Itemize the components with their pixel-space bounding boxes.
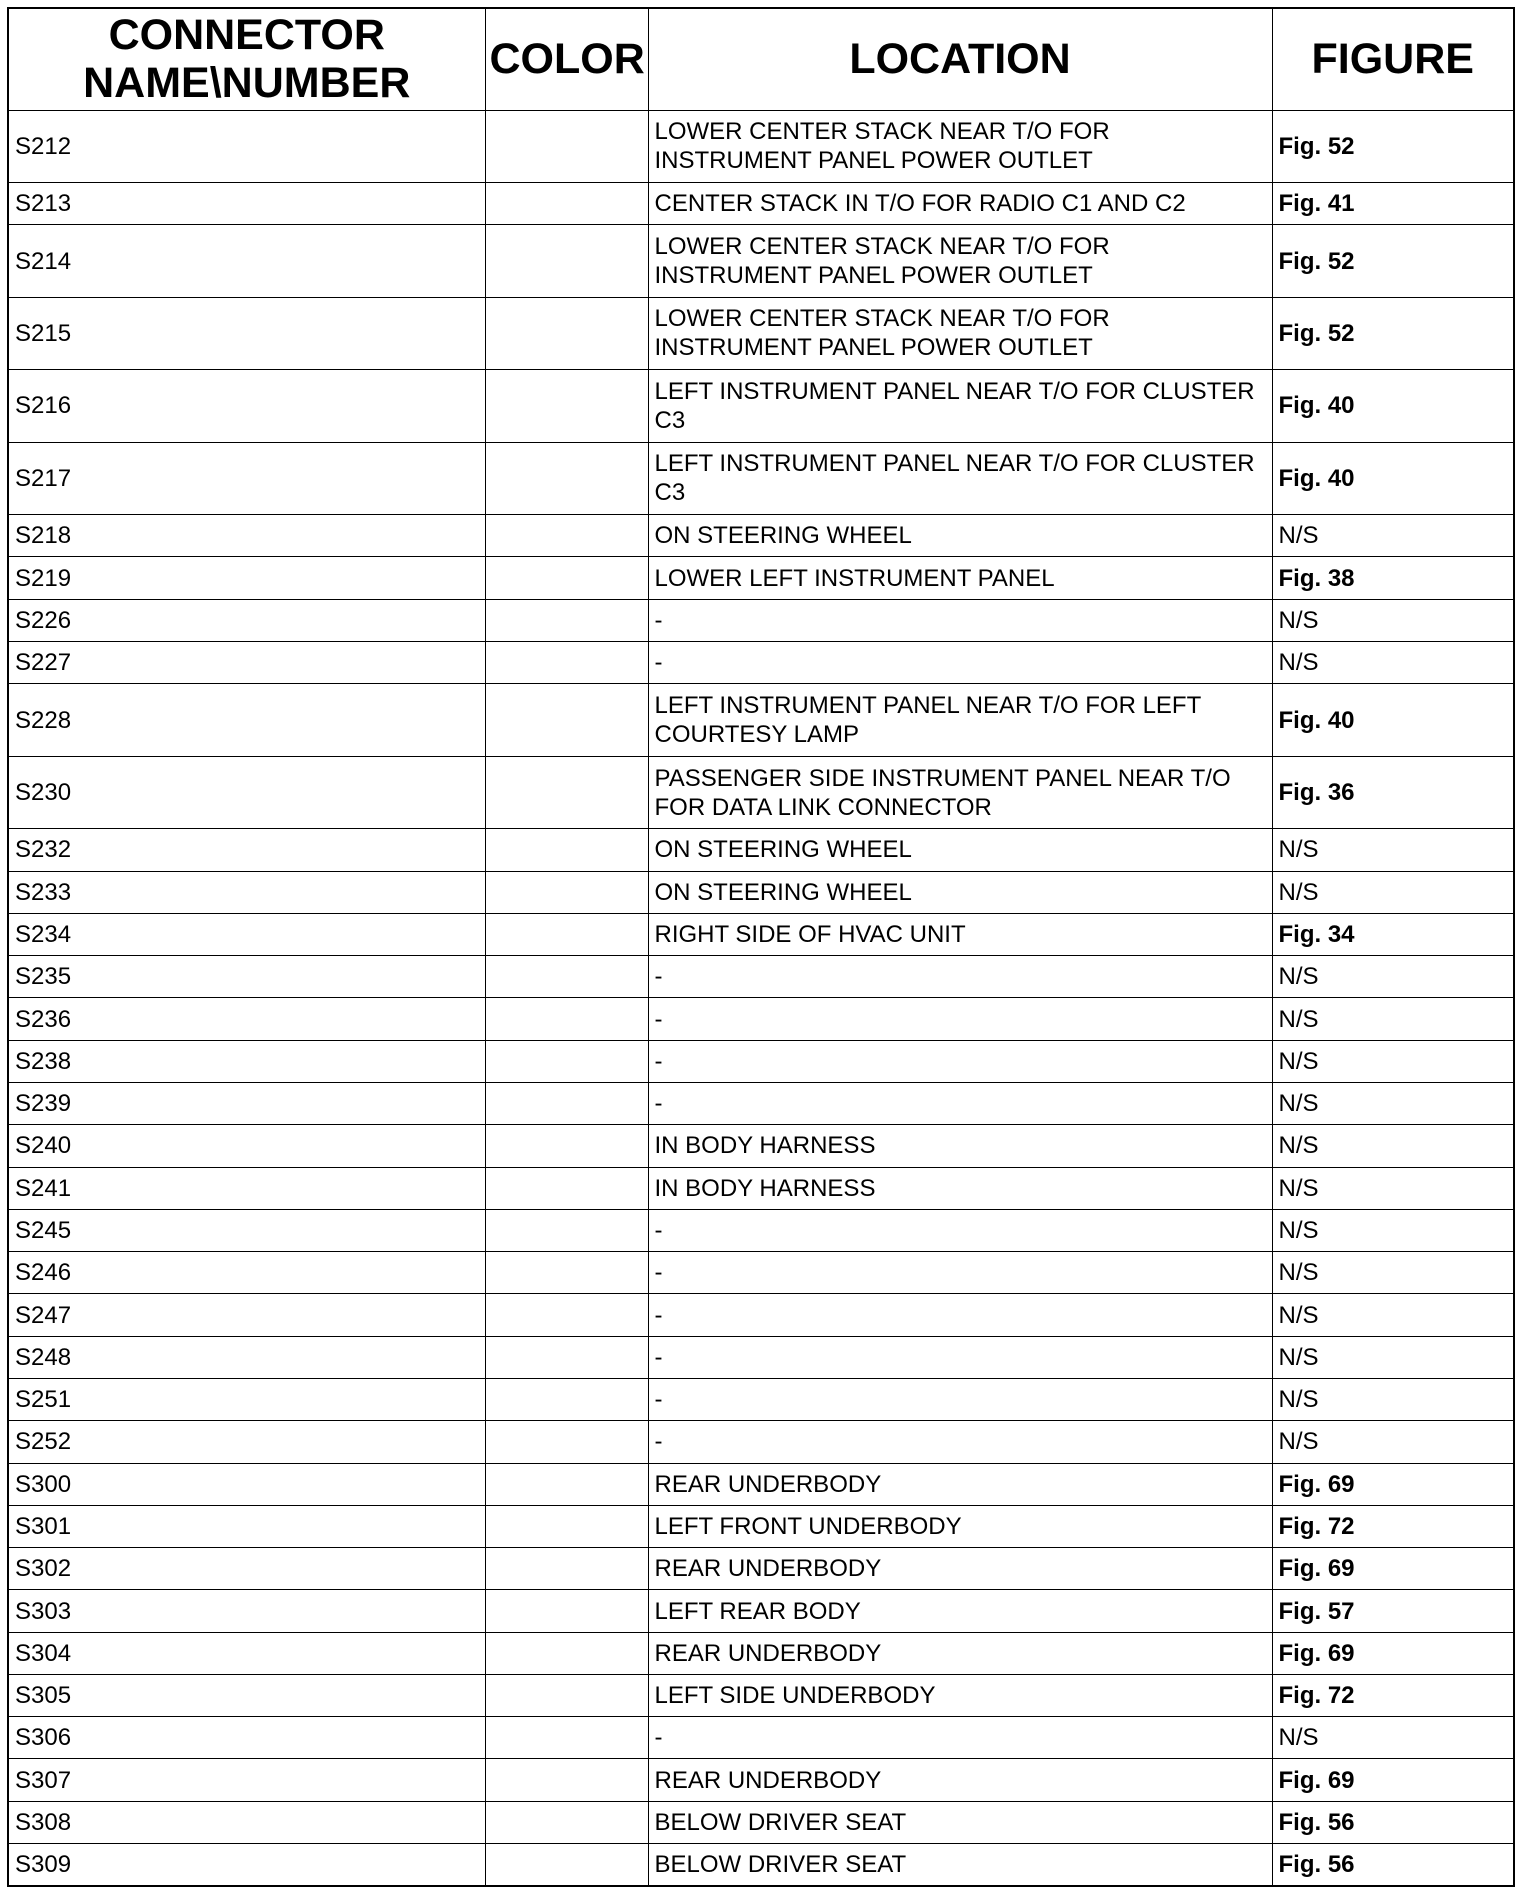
connector-name-cell: S304	[8, 1632, 485, 1674]
location-cell: LEFT SIDE UNDERBODY	[648, 1674, 1272, 1716]
color-cell	[485, 370, 648, 442]
table-row	[8, 370, 1514, 442]
connector-name-cell: S228	[8, 684, 485, 756]
figure-cell: N/S	[1272, 1294, 1514, 1336]
header-figure: FIGURE	[1272, 8, 1514, 110]
table-row	[8, 1674, 1514, 1716]
connector-table	[7, 7, 1515, 1887]
connector-name-cell: S302	[8, 1548, 485, 1590]
location-cell: -	[648, 1294, 1272, 1336]
figure-cell: Fig. 52	[1272, 110, 1514, 182]
connector-name-cell: S217	[8, 442, 485, 514]
color-cell	[485, 956, 648, 998]
table-row	[8, 1421, 1514, 1463]
location-cell: LOWER CENTER STACK NEAR T/O FOR INSTRUMENT PANEL POWER OUTLET	[648, 297, 1272, 369]
table-row	[8, 1717, 1514, 1759]
connector-name-cell: S251	[8, 1378, 485, 1420]
table-row	[8, 829, 1514, 871]
table-row	[8, 297, 1514, 369]
table-row	[8, 1548, 1514, 1590]
connector-name-cell: S303	[8, 1590, 485, 1632]
location-cell: REAR UNDERBODY	[648, 1759, 1272, 1801]
color-cell	[485, 1294, 648, 1336]
location-cell: -	[648, 1421, 1272, 1463]
location-cell: LOWER CENTER STACK NEAR T/O FOR INSTRUMENT PANEL POWER OUTLET	[648, 110, 1272, 182]
color-cell	[485, 998, 648, 1040]
connector-name-cell: S301	[8, 1505, 485, 1547]
figure-cell: N/S	[1272, 829, 1514, 871]
color-cell	[485, 1082, 648, 1124]
color-cell	[485, 599, 648, 641]
figure-cell: Fig. 69	[1272, 1548, 1514, 1590]
location-cell: -	[648, 1209, 1272, 1251]
table-row	[8, 871, 1514, 913]
header-color: COLOR	[485, 8, 648, 110]
connector-name-cell: S216	[8, 370, 485, 442]
table-row	[8, 756, 1514, 828]
color-cell	[485, 1548, 648, 1590]
location-cell: -	[648, 1252, 1272, 1294]
location-cell: BELOW DRIVER SEAT	[648, 1801, 1272, 1843]
location-cell: LEFT INSTRUMENT PANEL NEAR T/O FOR LEFT COURTESY LAMP	[648, 684, 1272, 756]
table-body	[8, 110, 1514, 1886]
location-cell: ON STEERING WHEEL	[648, 829, 1272, 871]
location-cell: -	[648, 1082, 1272, 1124]
color-cell	[485, 1040, 648, 1082]
color-cell	[485, 182, 648, 224]
location-cell: ON STEERING WHEEL	[648, 515, 1272, 557]
connector-name-cell: S218	[8, 515, 485, 557]
color-cell	[485, 1801, 648, 1843]
figure-cell: N/S	[1272, 515, 1514, 557]
color-cell	[485, 1209, 648, 1251]
location-cell: LEFT INSTRUMENT PANEL NEAR T/O FOR CLUSTER C3	[648, 370, 1272, 442]
figure-cell: N/S	[1272, 1125, 1514, 1167]
table-row	[8, 1167, 1514, 1209]
table-row	[8, 182, 1514, 224]
figure-cell: N/S	[1272, 1167, 1514, 1209]
connector-name-cell: S233	[8, 871, 485, 913]
figure-cell: N/S	[1272, 998, 1514, 1040]
figure-cell: N/S	[1272, 1040, 1514, 1082]
location-cell: -	[648, 599, 1272, 641]
location-cell: BELOW DRIVER SEAT	[648, 1844, 1272, 1886]
location-cell: CENTER STACK IN T/O FOR RADIO C1 AND C2	[648, 182, 1272, 224]
location-cell: -	[648, 1717, 1272, 1759]
color-cell	[485, 1632, 648, 1674]
connector-name-cell: S247	[8, 1294, 485, 1336]
connector-name-cell: S232	[8, 829, 485, 871]
table-row	[8, 515, 1514, 557]
connector-name-cell: S245	[8, 1209, 485, 1251]
table-row	[8, 684, 1514, 756]
location-cell: LOWER LEFT INSTRUMENT PANEL	[648, 557, 1272, 599]
location-cell: LEFT REAR BODY	[648, 1590, 1272, 1632]
location-cell: REAR UNDERBODY	[648, 1548, 1272, 1590]
table-row	[8, 110, 1514, 182]
connector-name-cell: S309	[8, 1844, 485, 1886]
location-cell: REAR UNDERBODY	[648, 1463, 1272, 1505]
table-row	[8, 1590, 1514, 1632]
figure-cell: Fig. 52	[1272, 297, 1514, 369]
connector-name-cell: S234	[8, 913, 485, 955]
header-location: LOCATION	[648, 8, 1272, 110]
connector-name-cell: S246	[8, 1252, 485, 1294]
connector-name-cell: S305	[8, 1674, 485, 1716]
connector-name-cell: S235	[8, 956, 485, 998]
figure-cell: N/S	[1272, 1378, 1514, 1420]
connector-name-cell: S236	[8, 998, 485, 1040]
color-cell	[485, 1421, 648, 1463]
color-cell	[485, 1674, 648, 1716]
color-cell	[485, 225, 648, 297]
table-row	[8, 225, 1514, 297]
connector-name-cell: S307	[8, 1759, 485, 1801]
color-cell	[485, 1505, 648, 1547]
color-cell	[485, 1125, 648, 1167]
figure-cell: Fig. 40	[1272, 684, 1514, 756]
figure-cell: Fig. 56	[1272, 1801, 1514, 1843]
figure-cell: Fig. 52	[1272, 225, 1514, 297]
color-cell	[485, 1336, 648, 1378]
location-cell: IN BODY HARNESS	[648, 1167, 1272, 1209]
figure-cell: N/S	[1272, 642, 1514, 684]
location-cell: RIGHT SIDE OF HVAC UNIT	[648, 913, 1272, 955]
table-row	[8, 1336, 1514, 1378]
connector-name-cell: S214	[8, 225, 485, 297]
figure-cell: N/S	[1272, 1082, 1514, 1124]
location-cell: -	[648, 1378, 1272, 1420]
color-cell	[485, 297, 648, 369]
color-cell	[485, 756, 648, 828]
figure-cell: Fig. 72	[1272, 1674, 1514, 1716]
color-cell	[485, 557, 648, 599]
connector-name-cell: S300	[8, 1463, 485, 1505]
location-cell: IN BODY HARNESS	[648, 1125, 1272, 1167]
location-cell: -	[648, 956, 1272, 998]
header-connector: CONNECTOR NAME\NUMBER	[8, 8, 485, 110]
connector-name-cell: S230	[8, 756, 485, 828]
table-row	[8, 913, 1514, 955]
table-row	[8, 998, 1514, 1040]
color-cell	[485, 642, 648, 684]
connector-name-cell: S238	[8, 1040, 485, 1082]
connector-name-cell: S227	[8, 642, 485, 684]
table-row	[8, 1463, 1514, 1505]
table-row	[8, 1125, 1514, 1167]
connector-name-cell: S212	[8, 110, 485, 182]
color-cell	[485, 913, 648, 955]
location-cell: ON STEERING WHEEL	[648, 871, 1272, 913]
location-cell: PASSENGER SIDE INSTRUMENT PANEL NEAR T/O FOR DATA LINK CONNECTOR	[648, 756, 1272, 828]
connector-name-cell: S308	[8, 1801, 485, 1843]
color-cell	[485, 829, 648, 871]
color-cell	[485, 1463, 648, 1505]
color-cell	[485, 1378, 648, 1420]
figure-cell: Fig. 69	[1272, 1632, 1514, 1674]
figure-cell: N/S	[1272, 1336, 1514, 1378]
color-cell	[485, 1590, 648, 1632]
color-cell	[485, 1759, 648, 1801]
location-cell: LOWER CENTER STACK NEAR T/O FOR INSTRUMENT PANEL POWER OUTLET	[648, 225, 1272, 297]
figure-cell: N/S	[1272, 1252, 1514, 1294]
figure-cell: Fig. 56	[1272, 1844, 1514, 1886]
color-cell	[485, 871, 648, 913]
connector-name-cell: S213	[8, 182, 485, 224]
figure-cell: Fig. 36	[1272, 756, 1514, 828]
figure-cell: N/S	[1272, 1717, 1514, 1759]
figure-cell: Fig. 38	[1272, 557, 1514, 599]
table-row	[8, 1378, 1514, 1420]
table-row	[8, 1209, 1514, 1251]
figure-cell: Fig. 57	[1272, 1590, 1514, 1632]
connector-name-cell: S226	[8, 599, 485, 641]
connector-name-cell: S239	[8, 1082, 485, 1124]
location-cell: -	[648, 1336, 1272, 1378]
figure-cell: Fig. 72	[1272, 1505, 1514, 1547]
figure-cell: Fig. 41	[1272, 182, 1514, 224]
location-cell: LEFT FRONT UNDERBODY	[648, 1505, 1272, 1547]
connector-name-cell: S219	[8, 557, 485, 599]
color-cell	[485, 1717, 648, 1759]
table-row	[8, 599, 1514, 641]
connector-name-cell: S241	[8, 1167, 485, 1209]
location-cell: -	[648, 1040, 1272, 1082]
figure-cell: N/S	[1272, 956, 1514, 998]
figure-cell: Fig. 69	[1272, 1463, 1514, 1505]
table-row	[8, 1759, 1514, 1801]
figure-cell: Fig. 69	[1272, 1759, 1514, 1801]
color-cell	[485, 110, 648, 182]
connector-name-cell: S240	[8, 1125, 485, 1167]
header-row	[8, 8, 1514, 110]
figure-cell: N/S	[1272, 599, 1514, 641]
table-row	[8, 1505, 1514, 1547]
location-cell: REAR UNDERBODY	[648, 1632, 1272, 1674]
table-row	[8, 956, 1514, 998]
figure-cell: Fig. 40	[1272, 370, 1514, 442]
color-cell	[485, 1844, 648, 1886]
location-cell: LEFT INSTRUMENT PANEL NEAR T/O FOR CLUSTER C3	[648, 442, 1272, 514]
table-row	[8, 1040, 1514, 1082]
figure-cell: N/S	[1272, 871, 1514, 913]
table-row	[8, 1082, 1514, 1124]
connector-name-cell: S306	[8, 1717, 485, 1759]
table-row	[8, 1252, 1514, 1294]
table-row	[8, 1801, 1514, 1843]
figure-cell: N/S	[1272, 1209, 1514, 1251]
color-cell	[485, 1167, 648, 1209]
color-cell	[485, 684, 648, 756]
connector-name-cell: S252	[8, 1421, 485, 1463]
location-cell: -	[648, 998, 1272, 1040]
table-row	[8, 1844, 1514, 1886]
connector-name-cell: S248	[8, 1336, 485, 1378]
table-row	[8, 557, 1514, 599]
color-cell	[485, 442, 648, 514]
figure-cell: Fig. 40	[1272, 442, 1514, 514]
table-row	[8, 642, 1514, 684]
color-cell	[485, 515, 648, 557]
table-row	[8, 442, 1514, 514]
figure-cell: Fig. 34	[1272, 913, 1514, 955]
color-cell	[485, 1252, 648, 1294]
figure-cell: N/S	[1272, 1421, 1514, 1463]
table-row	[8, 1632, 1514, 1674]
connector-name-cell: S215	[8, 297, 485, 369]
table-row	[8, 1294, 1514, 1336]
location-cell: -	[648, 642, 1272, 684]
